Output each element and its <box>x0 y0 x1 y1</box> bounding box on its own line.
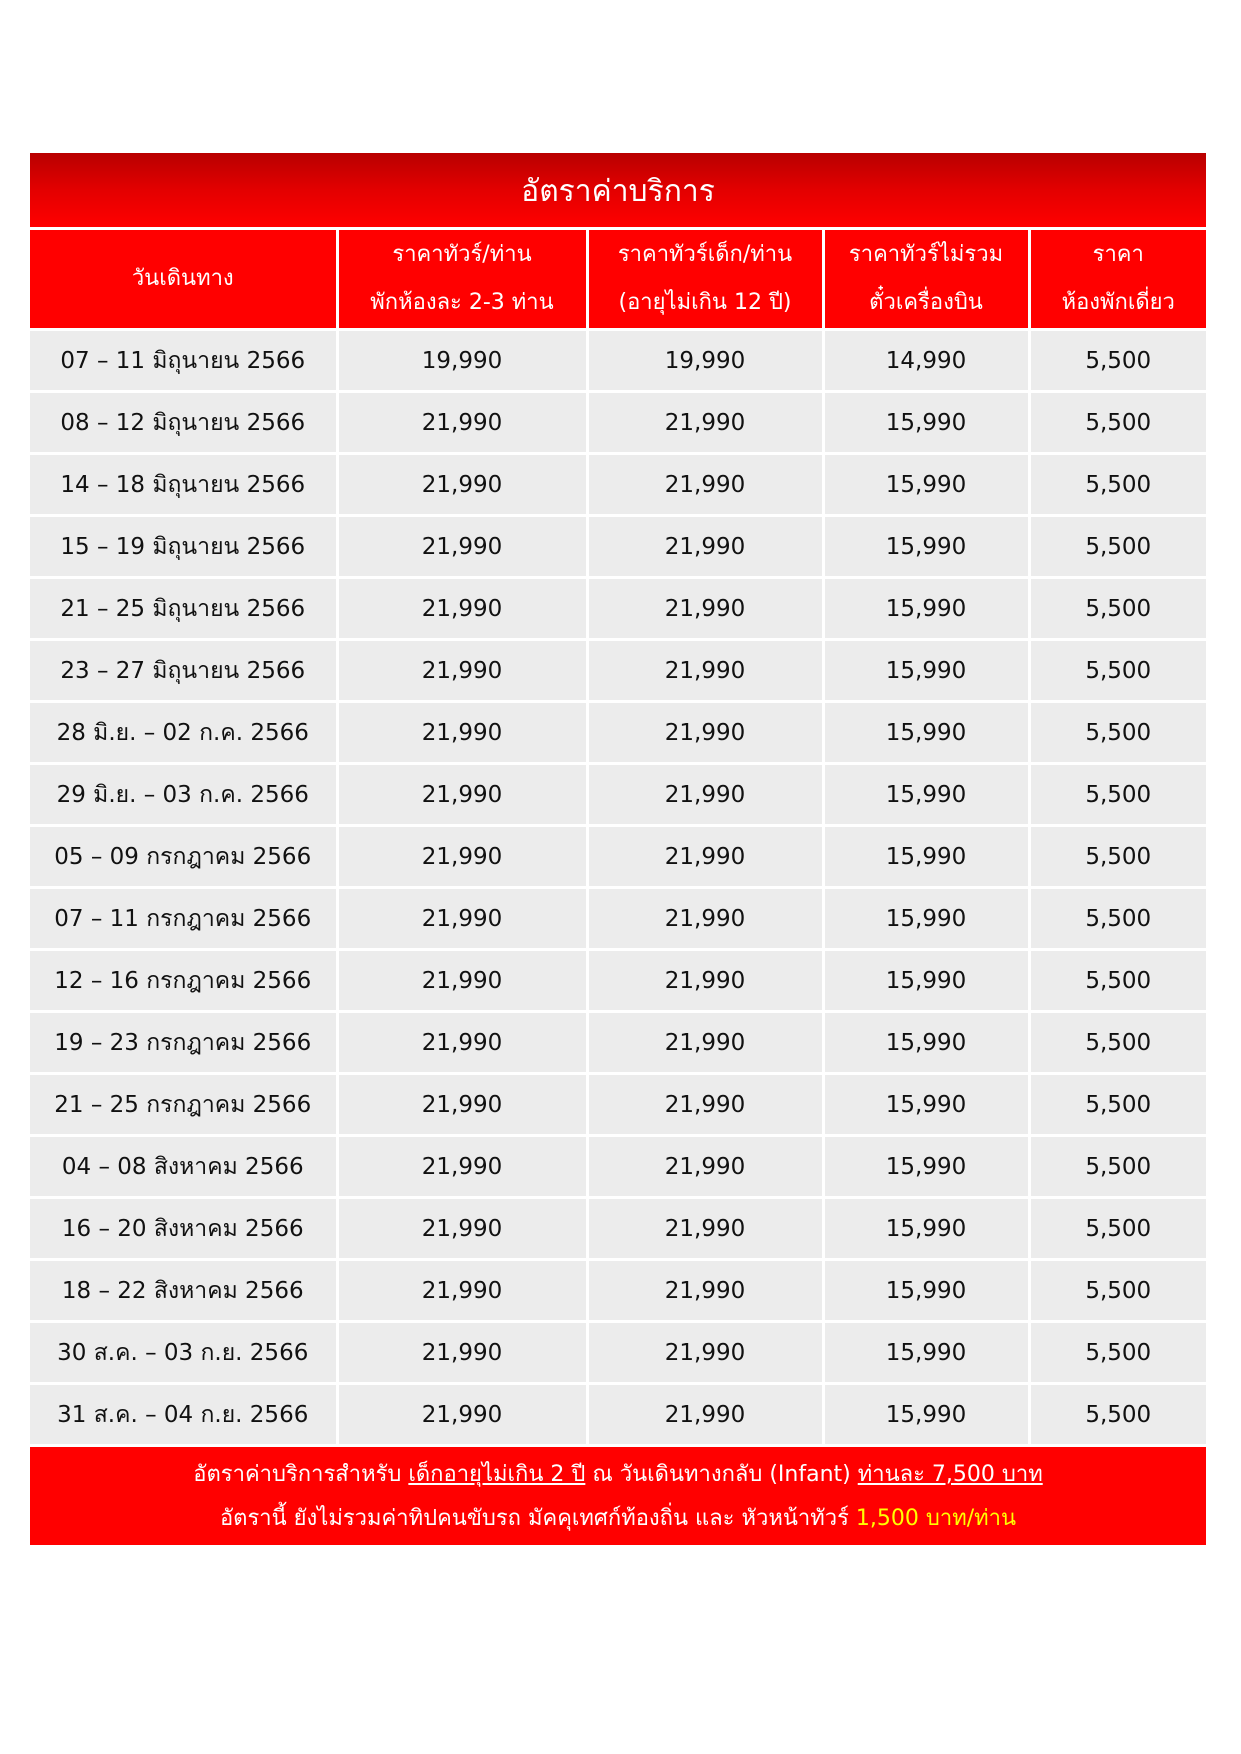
travel-date-cell: 18 – 22 สิงหาคม 2566 <box>30 1260 337 1322</box>
header-row <box>30 230 1206 330</box>
child-price-cell: 21,990 <box>587 950 823 1012</box>
child-price-cell: 19,990 <box>587 330 823 392</box>
adult-price-cell: 21,990 <box>337 702 587 764</box>
travel-date-cell: 19 – 23 กรกฎาคม 2566 <box>30 1012 337 1074</box>
table-row <box>30 454 1206 516</box>
single-room-price-cell: 5,500 <box>1029 578 1206 640</box>
single-room-price-cell: 5,500 <box>1029 1012 1206 1074</box>
travel-date-cell: 30 ส.ค. – 03 ก.ย. 2566 <box>30 1322 337 1384</box>
single-room-price-cell: 5,500 <box>1029 1384 1206 1446</box>
travel-date-cell: 14 – 18 มิถุนายน 2566 <box>30 454 337 516</box>
table-row <box>30 640 1206 702</box>
adult-price-cell: 21,990 <box>337 516 587 578</box>
infant-price-text: ท่านละ 7,500 บาท <box>857 1462 1043 1487</box>
header-travel-date: วันเดินทาง <box>30 230 337 330</box>
child-price-cell: 21,990 <box>587 702 823 764</box>
no-flight-price-cell: 15,990 <box>823 764 1029 826</box>
child-price-cell: 21,990 <box>587 1012 823 1074</box>
single-room-price-cell: 5,500 <box>1029 888 1206 950</box>
adult-price-cell: 21,990 <box>337 578 587 640</box>
single-room-price-cell: 5,500 <box>1029 950 1206 1012</box>
table-row <box>30 1384 1206 1446</box>
travel-date-cell: 12 – 16 กรกฎาคม 2566 <box>30 950 337 1012</box>
table-row <box>30 392 1206 454</box>
single-room-price-cell: 5,500 <box>1029 826 1206 888</box>
child-price-cell: 21,990 <box>587 578 823 640</box>
table-row <box>30 1012 1206 1074</box>
child-price-cell: 21,990 <box>587 516 823 578</box>
adult-price-cell: 21,990 <box>337 950 587 1012</box>
header-adult-price: ราคาทัวร์/ท่าน พักห้องละ 2-3 ท่าน <box>337 230 587 330</box>
adult-price-cell: 21,990 <box>337 1198 587 1260</box>
single-room-price-cell: 5,500 <box>1029 764 1206 826</box>
travel-date-cell: 07 – 11 มิถุนายน 2566 <box>30 330 337 392</box>
travel-date-cell: 05 – 09 กรกฎาคม 2566 <box>30 826 337 888</box>
child-price-cell: 21,990 <box>587 392 823 454</box>
travel-date-cell: 21 – 25 กรกฎาคม 2566 <box>30 1074 337 1136</box>
adult-price-cell: 21,990 <box>337 826 587 888</box>
no-flight-price-cell: 15,990 <box>823 1384 1029 1446</box>
travel-date-cell: 15 – 19 มิถุนายน 2566 <box>30 516 337 578</box>
adult-price-cell: 21,990 <box>337 764 587 826</box>
table-row <box>30 330 1206 392</box>
no-flight-price-cell: 15,990 <box>823 1198 1029 1260</box>
table-row <box>30 950 1206 1012</box>
child-price-cell: 21,990 <box>587 1074 823 1136</box>
adult-price-cell: 19,990 <box>337 330 587 392</box>
single-room-price-cell: 5,500 <box>1029 1136 1206 1198</box>
single-room-price-cell: 5,500 <box>1029 1322 1206 1384</box>
table-row <box>30 1322 1206 1384</box>
no-flight-price-cell: 15,990 <box>823 1260 1029 1322</box>
no-flight-price-cell: 14,990 <box>823 330 1029 392</box>
child-price-cell: 21,990 <box>587 1260 823 1322</box>
table-row <box>30 516 1206 578</box>
infant-age-text: เด็กอายุไม่เกิน 2 ปี <box>408 1462 586 1487</box>
adult-price-cell: 21,990 <box>337 1074 587 1136</box>
no-flight-price-cell: 15,990 <box>823 826 1029 888</box>
table-title: อัตราค่าบริการ <box>30 153 1206 230</box>
single-room-price-cell: 5,500 <box>1029 454 1206 516</box>
no-flight-price-cell: 15,990 <box>823 888 1029 950</box>
single-room-price-cell: 5,500 <box>1029 516 1206 578</box>
header-single-room-price: ราคา ห้องพักเดี่ยว <box>1029 230 1206 330</box>
single-room-price-cell: 5,500 <box>1029 702 1206 764</box>
table-row <box>30 1074 1206 1136</box>
adult-price-cell: 21,990 <box>337 1136 587 1198</box>
travel-date-cell: 28 มิ.ย. – 02 ก.ค. 2566 <box>30 702 337 764</box>
travel-date-cell: 23 – 27 มิถุนายน 2566 <box>30 640 337 702</box>
no-flight-price-cell: 15,990 <box>823 950 1029 1012</box>
adult-price-cell: 21,990 <box>337 392 587 454</box>
no-flight-price-cell: 15,990 <box>823 1074 1029 1136</box>
child-price-cell: 21,990 <box>587 1384 823 1446</box>
no-flight-price-cell: 15,990 <box>823 578 1029 640</box>
tip-note: อัตรานี้ ยังไม่รวมค่าทิปคนขับรถ มัคคุเทศก์ท้องถิ่น และ หัวหน้าทัวร์ 1,500 บาท/ท่าน <box>219 1506 1017 1531</box>
single-room-price-cell: 5,500 <box>1029 1260 1206 1322</box>
no-flight-price-cell: 15,990 <box>823 1322 1029 1384</box>
table-row <box>30 1260 1206 1322</box>
no-flight-price-cell: 15,990 <box>823 640 1029 702</box>
header-child-price: ราคาทัวร์เด็ก/ท่าน (อายุไม่เกิน 12 ปี) <box>587 230 823 330</box>
adult-price-cell: 21,990 <box>337 888 587 950</box>
child-price-cell: 21,990 <box>587 826 823 888</box>
header-no-flight-price: ราคาทัวร์ไม่รวม ตั๋วเครื่องบิน <box>823 230 1029 330</box>
table-row <box>30 1136 1206 1198</box>
child-price-cell: 21,990 <box>587 1322 823 1384</box>
child-price-cell: 21,990 <box>587 640 823 702</box>
travel-date-cell: 29 มิ.ย. – 03 ก.ค. 2566 <box>30 764 337 826</box>
table-row <box>30 826 1206 888</box>
no-flight-price-cell: 15,990 <box>823 516 1029 578</box>
single-room-price-cell: 5,500 <box>1029 1198 1206 1260</box>
no-flight-price-cell: 15,990 <box>823 454 1029 516</box>
price-table-sheet <box>30 153 1206 1545</box>
adult-price-cell: 21,990 <box>337 1322 587 1384</box>
child-price-cell: 21,990 <box>587 888 823 950</box>
infant-note: อัตราค่าบริการสำหรับ เด็กอายุไม่เกิน 2 ปี ณ วันเดินทางกลับ (Infant) ท่านละ 7,500 บาท <box>193 1462 1043 1487</box>
footer-notes <box>30 1447 1206 1545</box>
adult-price-cell: 21,990 <box>337 1384 587 1446</box>
travel-date-cell: 16 – 20 สิงหาคม 2566 <box>30 1198 337 1260</box>
tip-amount: 1,500 บาท/ท่าน <box>855 1506 1017 1531</box>
travel-date-cell: 04 – 08 สิงหาคม 2566 <box>30 1136 337 1198</box>
single-room-price-cell: 5,500 <box>1029 392 1206 454</box>
travel-date-cell: 07 – 11 กรกฎาคม 2566 <box>30 888 337 950</box>
child-price-cell: 21,990 <box>587 1136 823 1198</box>
child-price-cell: 21,990 <box>587 454 823 516</box>
single-room-price-cell: 5,500 <box>1029 640 1206 702</box>
no-flight-price-cell: 15,990 <box>823 1136 1029 1198</box>
single-room-price-cell: 5,500 <box>1029 330 1206 392</box>
child-price-cell: 21,990 <box>587 764 823 826</box>
table-row <box>30 578 1206 640</box>
price-table <box>30 230 1206 1447</box>
table-row <box>30 1198 1206 1260</box>
adult-price-cell: 21,990 <box>337 454 587 516</box>
table-row <box>30 702 1206 764</box>
adult-price-cell: 21,990 <box>337 1260 587 1322</box>
table-row <box>30 888 1206 950</box>
child-price-cell: 21,990 <box>587 1198 823 1260</box>
adult-price-cell: 21,990 <box>337 1012 587 1074</box>
no-flight-price-cell: 15,990 <box>823 1012 1029 1074</box>
travel-date-cell: 31 ส.ค. – 04 ก.ย. 2566 <box>30 1384 337 1446</box>
single-room-price-cell: 5,500 <box>1029 1074 1206 1136</box>
table-row <box>30 764 1206 826</box>
travel-date-cell: 08 – 12 มิถุนายน 2566 <box>30 392 337 454</box>
adult-price-cell: 21,990 <box>337 640 587 702</box>
no-flight-price-cell: 15,990 <box>823 392 1029 454</box>
travel-date-cell: 21 – 25 มิถุนายน 2566 <box>30 578 337 640</box>
no-flight-price-cell: 15,990 <box>823 702 1029 764</box>
